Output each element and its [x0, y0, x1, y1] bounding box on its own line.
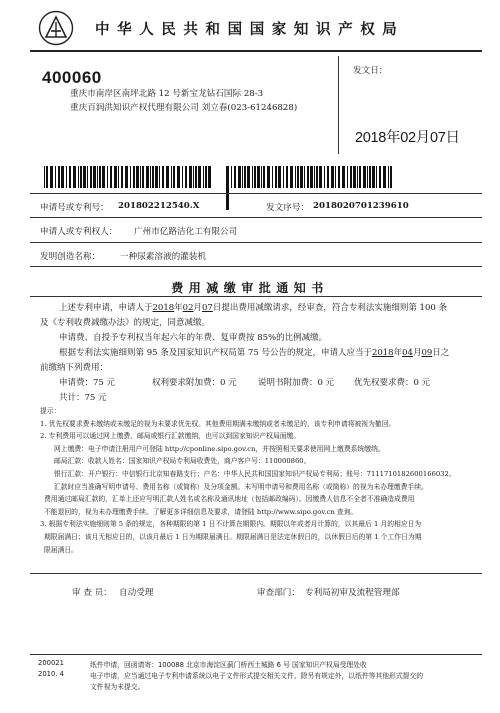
fee-total: 共计：75 元 [59, 393, 107, 403]
department-label: 审查部门： [257, 588, 300, 598]
tips-heading: 提示： [40, 407, 61, 415]
paragraph-deadline: 根据专利法实施细则第 95 条及国家知识产权局第 75 号公告的规定，申请人应当于2018年04月09日之 [59, 348, 450, 358]
table-rule [30, 266, 482, 267]
send-date-label: 发文日： [353, 66, 388, 76]
tip-2-note-cont: 不能退回的，视为未办理缴费手续。了解更多详细信息及要求，请登陆 http://www.sipo.gov.cn 查询。 [44, 507, 358, 516]
applicant-value: 广州市亿路洁化工有限公司 [134, 227, 238, 237]
paragraph-reduction: 申请费、自授予专利权当年起六年的年费、复审费按 85%的比例减缴。 [59, 333, 328, 343]
serial-label: 发文序号： [266, 203, 309, 213]
paragraph-deadline-cont: 前缴纳下列费用： [40, 363, 109, 373]
tips-section [40, 405, 480, 556]
tip-2-note-cont: 费用通过邮局汇款的，汇单上还应写明汇款人姓名或名称及通讯地址（包括邮政编码）。因缴费人信息不全者不准确造成费用 [44, 495, 415, 504]
paragraph-request-cont: 及《专利收费减缴办法》的规定，同意减缴。 [40, 318, 211, 328]
postcode: 400060 [42, 68, 102, 87]
table-rule [30, 217, 482, 218]
invention-value: 一种尿素溶液的灌装机 [120, 252, 206, 262]
recipient-agency: 重庆百润洪知识产权代理有限公司 刘立春(023-61246828) [70, 103, 298, 113]
form-code: 200021 [38, 659, 64, 667]
table-rule [30, 242, 482, 243]
applicant-label: 申请人或专利权人： [40, 227, 118, 237]
tip-3-cont: 限届满日。 [44, 545, 78, 554]
send-date-value: 2018年02月07日 [355, 130, 460, 146]
recipient-address: 重庆市南岸区南坪北路 12 号新宝龙钻石国际 28-3 [70, 89, 264, 99]
fee-line [40, 376, 480, 391]
barcode-right [226, 166, 398, 188]
notice-body [40, 301, 480, 406]
serial-value: 2018020701239610 [313, 201, 409, 211]
tip-2-note: 汇款时应当准确写明申请号、费用名称（或简称）及分项金额。未写明申请号和费用名称（或简称）的视为未办理缴费手续。 [54, 482, 428, 491]
fee-claims: 权利要求附加费：0 元 [152, 378, 237, 388]
title-rule [30, 296, 482, 297]
tip-1: 1. 优先权要求费未缴纳或未缴足的视为未要求优先权。其他费用期满未缴纳或者未缴足的，该专利申请将被视为撤回。 [40, 419, 396, 428]
header-rule [30, 50, 482, 52]
barcode-left [44, 166, 214, 188]
footer-electronic-cont: 文件视为未提交。 [90, 683, 145, 691]
examiner-value: 自动受理 [119, 588, 154, 598]
footer-paper: 纸件申请，回函请寄：100088 北京市海淀区蓟门桥西土城路 6 号 国家知识产权局受理处收 [90, 661, 367, 669]
cnipa-logo [38, 10, 74, 46]
tip-3-cont: 期限届满日；该月无相应日的，以该月最后 1 日为期限届满日。期限届满日是法定休假日的，以休假日后的第 1 个工作日为期 [44, 532, 422, 541]
form-version: 2010. 4 [38, 670, 64, 678]
department-value: 专利局初审及流程管理部 [305, 588, 400, 598]
notice-title: 费用减缴审批通知书 [171, 281, 329, 295]
date-box-divider [338, 56, 339, 154]
tip-2: 2. 专利费用可以通过网上缴费、邮局或银行汇款缴纳，也可以到国家知识产权局面缴。 [40, 432, 301, 441]
paragraph-request: 上述专利申请，申请人于2018年02月07日提出费用减缴请求，经审查，符合专利法实施细则第 100 条 [59, 303, 447, 313]
tip-2-online: 网上缴费：电子申请注册用户可登陆 http://cponline.sipo.gov.cn，并按照相关要求使用网上缴费系统缴纳。 [54, 444, 385, 453]
app-no-value: 201802212540.X [118, 201, 200, 211]
tip-2-bank: 银行汇款：开户银行：中信银行北京知春路支行；户名：中华人民共和国国家知识产权局专利局；账号：7111710182600166032。 [54, 469, 456, 478]
tip-2-post: 邮局汇款：收款人姓名：国家知识产权局专利局收费处，商户客户号：110000860。 [54, 457, 311, 466]
review-rule [30, 573, 482, 574]
invention-label: 发明创造名称： [40, 252, 101, 262]
fee-application: 申请费：75 元 [59, 378, 116, 388]
fee-priority: 优先权要求费：0 元 [354, 378, 431, 388]
fee-description: 说明书附加费：0 元 [258, 378, 335, 388]
tip-3: 3. 根据专利法实施细则第 5 条的规定，各种期限的第 1 日不计算在期限内。期限以年或者月计算的，以其最后 1 月的相应日为 [40, 520, 422, 529]
footer-electronic: 电子申请，应当通过电子专利申请系统以电子文件形式提交相关文件。除另有规定外，以纸件等其他形式提交的 [90, 672, 424, 680]
office-title: 中华人民共和国国家知识产权局 [95, 22, 405, 38]
footer-rule [30, 654, 482, 655]
table-rule [30, 193, 482, 194]
examiner-label: 审 查 员： [72, 588, 112, 598]
app-no-label: 申请号或专利号： [40, 203, 109, 213]
